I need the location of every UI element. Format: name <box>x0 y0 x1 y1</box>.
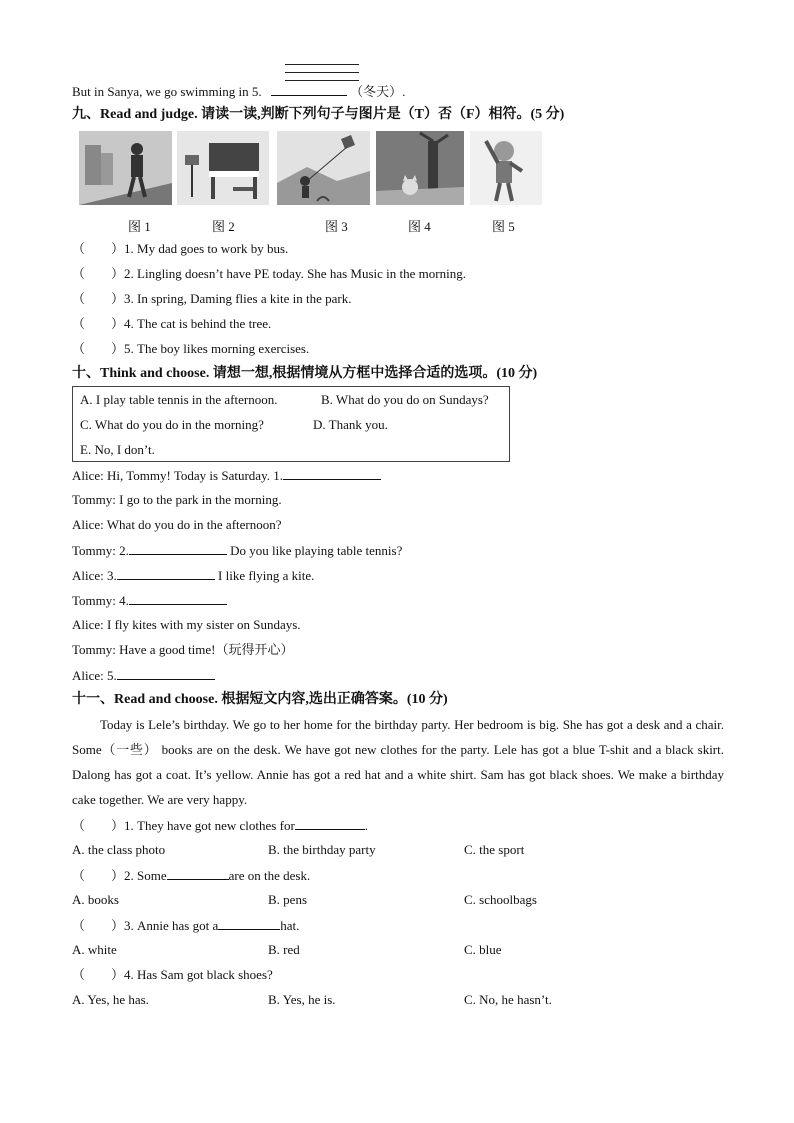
judge-item-3: （ ）3. In spring, Daming flies a kite in the park. <box>72 291 352 306</box>
option-d: D. Thank you. <box>313 417 388 432</box>
answer-paren[interactable]: （ ） <box>72 266 125 281</box>
answer-paren[interactable]: （ ） <box>72 241 125 256</box>
options-box <box>72 386 510 462</box>
question-4: （ ）4. Has Sam got black shoes? <box>72 967 273 982</box>
choice-c[interactable]: C. the sport <box>464 842 525 857</box>
answer-blank[interactable] <box>129 592 227 605</box>
dialogue-line-3: Alice: What do you do in the afternoon? <box>72 517 282 532</box>
dialogue-line-6: Tommy: 4. <box>72 592 227 609</box>
section9-title: 九、Read and judge. 请读一读,判断下列句子与图片是（T）否（F）相符。(5 分) <box>72 107 565 122</box>
choice-c[interactable]: C. No, he hasn’t. <box>464 992 552 1007</box>
choice-a[interactable]: A. Yes, he has. <box>72 992 149 1007</box>
judge-item-2: （ ）2. Lingling doesn’t have PE today. She has Music in the morning. <box>72 266 466 281</box>
dialogue-line-1: Alice: Hi, Tommy! Today is Saturday. 1. <box>72 467 381 484</box>
option-b: B. What do you do on Sundays? <box>321 392 489 407</box>
caption-5: 图 5 <box>492 219 515 234</box>
option-e: E. No, I don’t. <box>80 442 155 457</box>
choice-a[interactable]: A. books <box>72 892 119 907</box>
dialogue-line-9: Alice: 5. <box>72 667 215 684</box>
picture-4-cat-and-tree <box>376 131 464 205</box>
answer-blank[interactable] <box>167 867 229 880</box>
option-a: A. I play table tennis in the afternoon. <box>80 392 278 407</box>
answer-paren[interactable]: （ ） <box>72 316 125 331</box>
answer-blank[interactable] <box>295 817 365 830</box>
caption-3: 图 3 <box>325 219 348 234</box>
dialogue-line-8: Tommy: Have a good time!（玩得开心） <box>72 642 294 657</box>
question-2-choices <box>72 892 672 908</box>
question-4-choices <box>72 992 672 1008</box>
answer-blank[interactable] <box>117 667 215 680</box>
dialogue-line-7: Alice: I fly kites with my sister on Sundays. <box>72 617 301 632</box>
section11-title: 十一、Read and choose. 根据短文内容,选出正确答案。(10 分) <box>72 692 448 707</box>
choice-b[interactable]: B. pens <box>268 892 307 907</box>
answer-blank[interactable] <box>283 467 381 480</box>
reading-passage: Today is Lele’s birthday. We go to her home for the birthday party. Her bedroom is big. She has got a desk and a chair. Some（一些） books are on the desk. We have got new clothes for the party. Lele has got a blue T-shit and a black skirt. Dalong has got a coat. It’s yellow. Annie has got a red hat and a white shirt. Sam has got black shoes. We make a birthday cake together. We are very happy. <box>72 717 724 807</box>
question-2: （ ）2. Some are on the desk. <box>72 868 311 883</box>
question-3: （ ）3. Annie has got a hat. <box>72 918 300 933</box>
choice-a[interactable]: A. the class photo <box>72 842 166 857</box>
caption-2: 图 2 <box>212 219 235 234</box>
caption-1: 图 1 <box>128 219 151 234</box>
answer-paren[interactable]: （ ） <box>72 967 125 982</box>
answer-paren[interactable]: （ ） <box>72 918 125 933</box>
choice-b[interactable]: B. Yes, he is. <box>268 992 336 1007</box>
option-c: C. What do you do in the morning? <box>80 417 264 432</box>
judge-item-5: （ ）5. The boy likes morning exercises. <box>72 341 310 356</box>
section10-title: 十、Think and choose. 请想一想,根据情境从方框中选择合适的选项。(10 分) <box>72 366 538 381</box>
choice-b[interactable]: B. red <box>268 942 300 957</box>
answer-paren[interactable]: （ ） <box>72 291 125 306</box>
caption-4: 图 4 <box>408 219 431 234</box>
answer-paren[interactable]: （ ） <box>72 818 125 833</box>
top-line: But in Sanya, we go swimming in 5. （冬天）. <box>72 84 406 99</box>
choice-c[interactable]: C. blue <box>464 942 502 957</box>
dialogue-line-4: Tommy: 2. Do you like playing table tennis? <box>72 543 403 558</box>
answer-blank[interactable] <box>129 542 227 555</box>
picture-3-kite <box>277 131 370 205</box>
answer-blank[interactable] <box>117 567 215 580</box>
dialogue-line-5: Alice: 3. I like flying a kite. <box>72 568 315 583</box>
answer-blank[interactable] <box>271 83 347 96</box>
choice-c[interactable]: C. schoolbags <box>464 892 537 907</box>
judge-item-1: （ ）1. My dad goes to work by bus. <box>72 241 289 256</box>
choice-b[interactable]: B. the birthday party <box>268 842 376 857</box>
question-3-choices <box>72 942 672 958</box>
dialogue-line-2: Tommy: I go to the park in the morning. <box>72 492 282 507</box>
picture-5-boy-exercising <box>470 131 542 205</box>
answer-paren[interactable]: （ ） <box>72 868 125 883</box>
judge-item-4: （ ）4. The cat is behind the tree. <box>72 316 272 331</box>
picture-1-man-walking <box>79 131 172 205</box>
question-1-choices <box>72 842 672 858</box>
picture-2-piano <box>177 131 269 205</box>
answer-blank[interactable] <box>218 917 280 930</box>
question-1: （ ）1. They have got new clothes for . <box>72 818 369 833</box>
answer-paren[interactable]: （ ） <box>72 341 125 356</box>
choice-a[interactable]: A. white <box>72 942 117 957</box>
